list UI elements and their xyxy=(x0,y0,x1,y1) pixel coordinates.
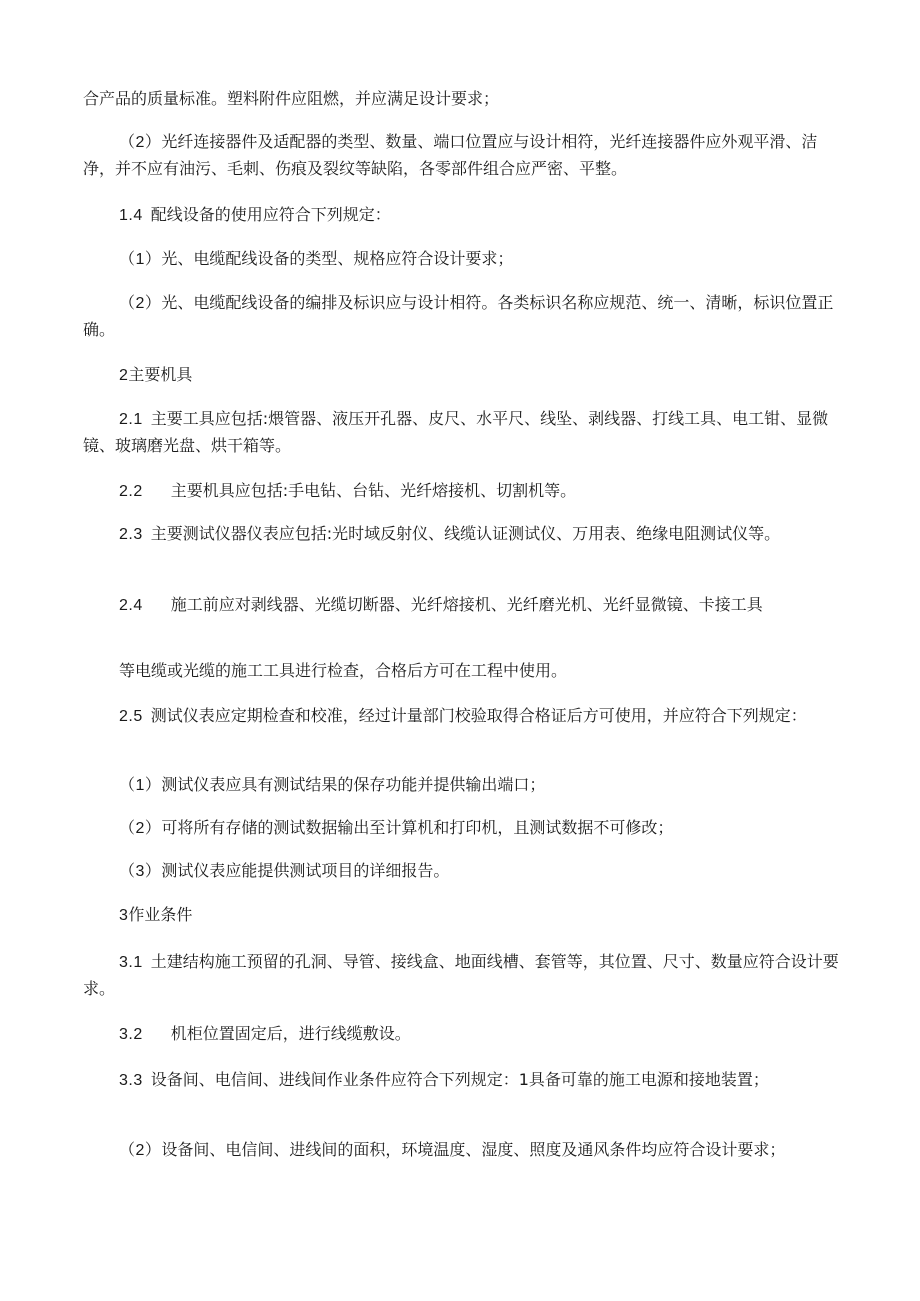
paragraph-text: 测试仪表应具有测试结果的保存功能并提供输出端口； xyxy=(161,775,546,794)
paragraph-text: 可将所有存储的测试数据输出至计算机和打印机，且测试数据不可修改； xyxy=(161,818,674,837)
item-number: （2） xyxy=(119,295,162,312)
item-number: （3） xyxy=(119,863,162,880)
section-number: 1.4 xyxy=(119,207,143,224)
paragraph-text: 主要工具应包括:煨管器、液压开孔器、皮尺、水平尺、线坠、剥线器、打线工具、电工钳、显微镜、玻璃磨光盘、烘干箱等。 xyxy=(83,409,829,455)
paragraph-text: 主要机具 xyxy=(128,365,193,384)
paragraph-text: 配线设备的使用应符合下列规定： xyxy=(150,205,391,224)
section-paragraph xyxy=(83,478,843,505)
section-number: 2.2 xyxy=(119,483,143,500)
paragraph-item xyxy=(83,290,843,343)
section-paragraph xyxy=(83,949,843,1002)
paragraph-text: 主要测试仪器仪表应包括:光时域反射仪、线缆认证测试仪、万用表、绝缘电阻测试仪等。 xyxy=(150,524,781,543)
chapter-heading xyxy=(83,362,843,389)
section-number: 2.5 xyxy=(119,708,143,725)
paragraph-text: 土建结构施工预留的孔洞、导管、接线盒、地面线槽、套管等，其位置、尺寸、数量应符合设计要求。 xyxy=(83,952,839,998)
section-paragraph xyxy=(83,703,843,730)
section-paragraph xyxy=(83,1067,843,1094)
item-number: （2） xyxy=(119,1142,162,1159)
chapter-number: 2 xyxy=(119,367,129,384)
paragraph-text: 作业条件 xyxy=(128,905,193,924)
section-number: 2.4 xyxy=(119,597,143,614)
item-number: （2） xyxy=(119,134,162,151)
section-number: 2.3 xyxy=(119,526,143,543)
item-number: （2） xyxy=(119,820,162,837)
section-number: 3.1 xyxy=(119,954,143,971)
paragraph-continuation xyxy=(83,86,843,112)
paragraph-item xyxy=(83,772,843,799)
item-number: （1） xyxy=(119,777,162,794)
chapter-heading xyxy=(83,902,843,929)
section-paragraph xyxy=(83,406,843,459)
section-number: 2.1 xyxy=(119,411,143,428)
paragraph-text: 等电缆或光缆的施工工具进行检查，合格后方可在工程中使用。 xyxy=(119,661,568,680)
section-number: 3.2 xyxy=(119,1026,143,1043)
paragraph-text: 设备间、电信间、进线间作业条件应符合下列规定：1具备可靠的施工电源和接地装置； xyxy=(150,1070,769,1089)
paragraph-item xyxy=(83,129,843,182)
paragraph-text: 光、电缆配线设备的编排及标识应与设计相符。各类标识名称应规范、统一、清晰，标识位置正确。 xyxy=(83,293,834,339)
item-number: （1） xyxy=(119,251,162,268)
section-paragraph xyxy=(83,592,843,619)
paragraph-text: 设备间、电信间、进线间的面积，环境温度、湿度、照度及通风条件均应符合设计要求； xyxy=(161,1140,786,1159)
paragraph-continuation xyxy=(83,658,843,684)
paragraph-item xyxy=(83,1137,843,1164)
paragraph-item xyxy=(83,246,843,273)
paragraph-text: 光纤连接器件及适配器的类型、数量、端口位置应与设计相符，光纤连接器件应外观平滑、洁净，并不应有油污、毛刺、伤痕及裂纹等缺陷，各零部件组合应严密、平整。 xyxy=(83,132,818,178)
paragraph-item xyxy=(83,858,843,885)
paragraph-text: 测试仪表应能提供测试项目的详细报告。 xyxy=(161,861,450,880)
paragraph-text: 主要机具应包括:手电钻、台钻、光纤熔接机、切割机等。 xyxy=(170,481,577,500)
section-number: 3.3 xyxy=(119,1072,143,1089)
section-paragraph xyxy=(83,521,843,548)
paragraph-text: 合产品的质量标准。塑料附件应阻燃，并应满足设计要求； xyxy=(83,89,500,108)
chapter-number: 3 xyxy=(119,907,129,924)
paragraph-text: 测试仪表应定期检查和校准，经过计量部门校验取得合格证后方可使用，并应符合下列规定： xyxy=(150,706,807,725)
section-heading xyxy=(83,202,843,229)
paragraph-text: 机柜位置固定后，进行线缆敷设。 xyxy=(170,1024,411,1043)
paragraph-text: 光、电缆配线设备的类型、规格应符合设计要求； xyxy=(161,249,514,268)
paragraph-item xyxy=(83,815,843,842)
paragraph-text: 施工前应对剥线器、光缆切断器、光纤熔接机、光纤磨光机、光纤显微镜、卡接工具 xyxy=(170,595,763,614)
section-paragraph xyxy=(83,1021,843,1048)
